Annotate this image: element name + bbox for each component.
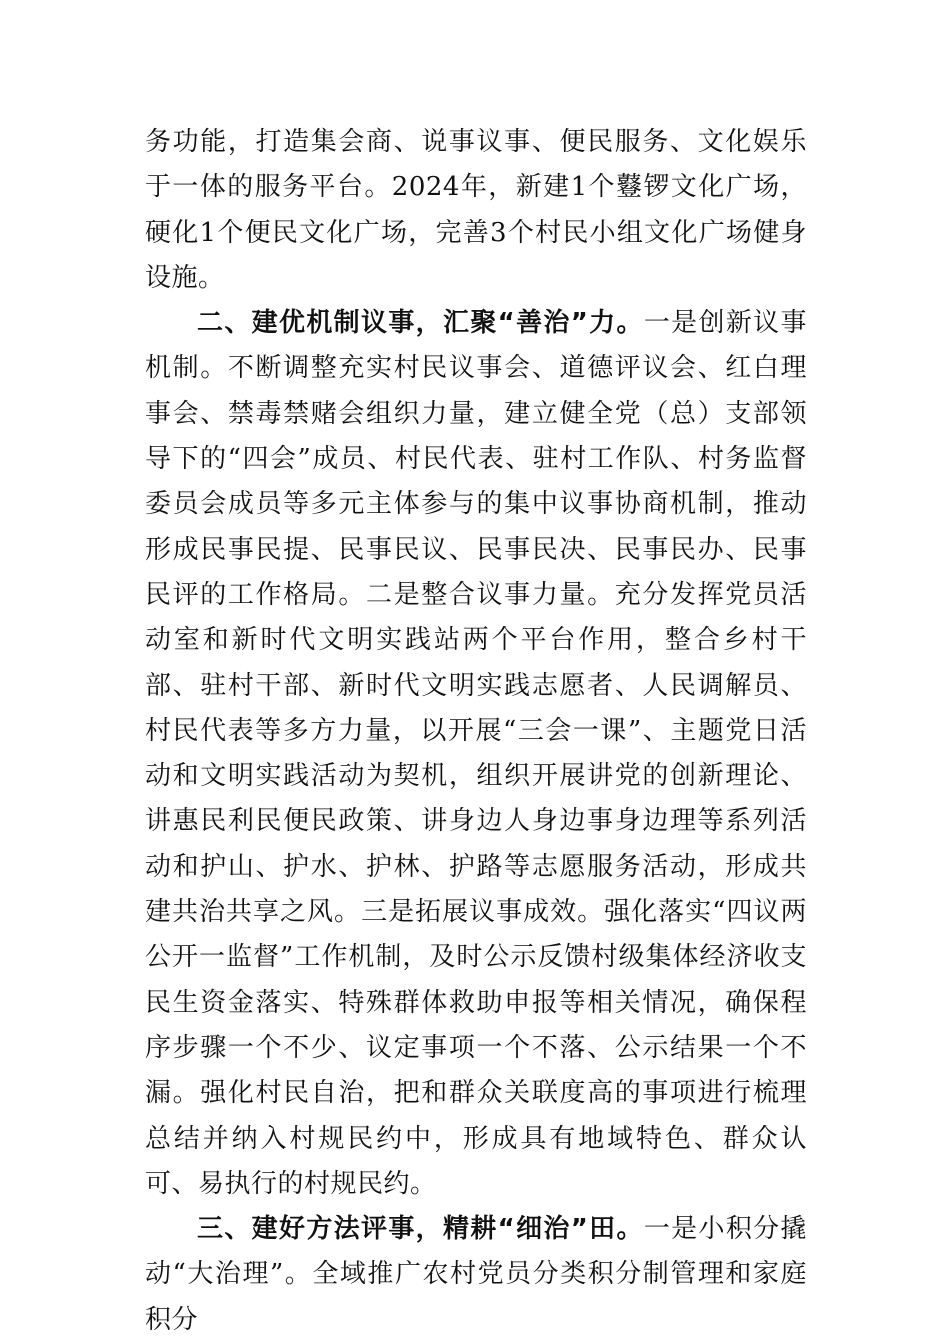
section-heading-2: 二、建优机制议事，汇聚“善治”力。 (197, 308, 644, 339)
section-heading-3: 三、建好方法评事，精耕“细治”田。 (197, 1214, 644, 1245)
paragraph-1-text: 务功能，打造集会商、说事议事、便民服务、文化娱乐于一体的服务平台。2024年，新建1个鼟锣文化广场，硬化1个便民文化广场，完善3个村民小组文化广场健身设施。 (145, 127, 807, 293)
paragraph-2 (145, 301, 807, 1207)
paragraph-2-text: 一是创新议事机制。不断调整充实村民议事会、道德评议会、红白理事会、禁毒禁赌会组织力量，建立健全党（总）支部领导下的“四会”成员、村民代表、驻村工作队、村务监督委员会成员等多元主体参与的集中议事协商机制，推动形成民事民提、民事民议、民事民决、民事民办、民事民评的工作格局。二是整合议事力量。充分发挥党员活动室和新时代文明实践站两个平台作用，整合乡村干部、驻村干部、新时代文明实践志愿者、人民调解员、村民代表等多方力量，以开展“三会一课”、主题党日活动和文明实践活动为契机，组织开展讲党的创新理论、讲惠民利民便民政策、讲身边人身边事身边理等系列活动和护山、护水、护林、护路等志愿服务活动，形成共建共治共享之风。三是拓展议事成效。强化落实“四议两公开一监督”工作机制，及时公示反馈村级集体经济收支民生资金落实、特殊群体救助申报等相关情况，确保程序步骤一个不少、议定事项一个不落、公示结果一个不漏。强化村民自治，把和群众关联度高的事项进行梳理总结并纳入村规民约中，形成具有地域特色、群众认可、易执行的村规民约。 (145, 308, 807, 1199)
paragraph-3-text: 一是小积分撬动“大治理”。全域推广农村党员分类积分制管理和家庭积分 (145, 1214, 807, 1335)
document-page (145, 120, 807, 1343)
paragraph-1 (145, 120, 807, 301)
paragraph-3 (145, 1207, 807, 1343)
